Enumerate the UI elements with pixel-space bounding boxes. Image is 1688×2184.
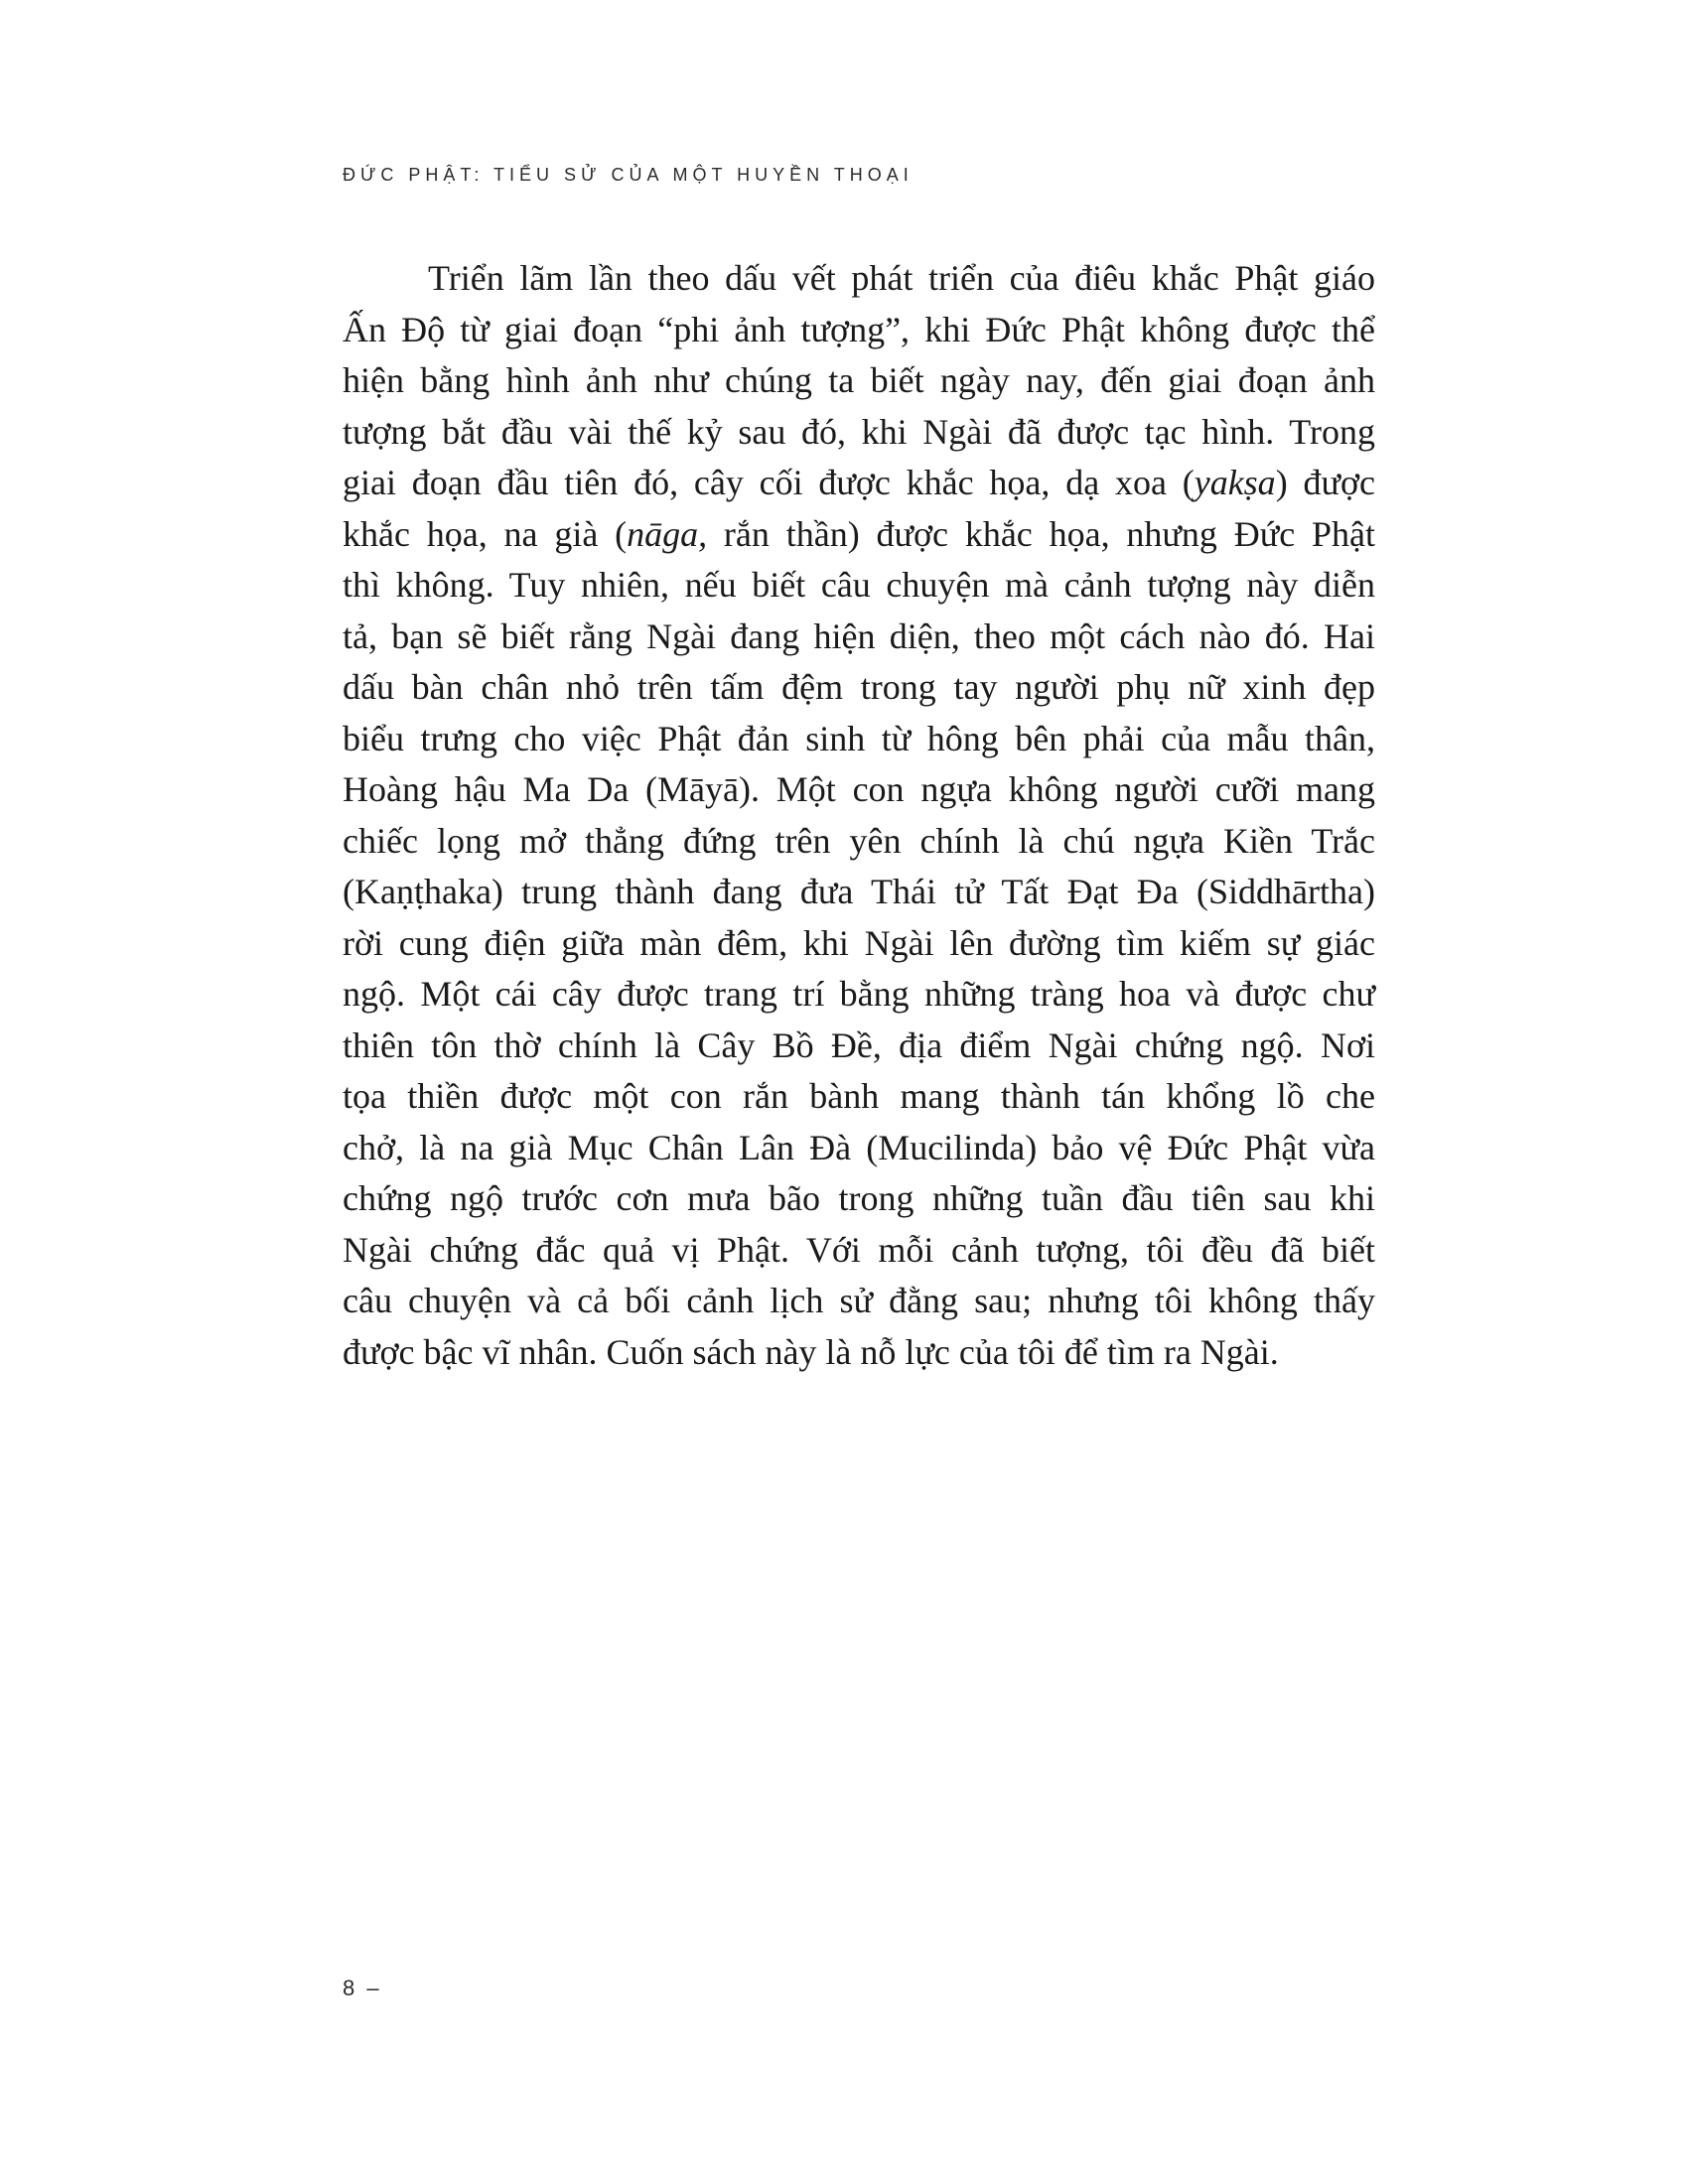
running-header: ĐỨC PHẬT: TIỂU SỬ CỦA MỘT HUYỀN THOẠI — [343, 165, 914, 185]
paragraph-line: chiếc lọng mở thẳng đứng trên yên chính là chú ngựa Kiền Trắc — [343, 820, 1375, 861]
paragraph-line: tọa thiền được một con rắn bành mang thành tán khổng lồ che — [343, 1076, 1375, 1116]
paragraph-line: chở, là na già Mục Chân Lân Đà (Mucilinda) bảo vệ Đức Phật vừa — [343, 1127, 1375, 1167]
paragraph-line: Hoàng hậu Ma Da (Māyā). Một con ngựa không người cưỡi mang — [343, 769, 1375, 809]
body-paragraph — [343, 253, 1375, 1378]
paragraph-line: Ngài chứng đắc quả vị Phật. Với mỗi cảnh tượng, tôi đều đã biết — [343, 1229, 1375, 1270]
paragraph-line — [343, 458, 1375, 509]
paragraph-line: được bậc vĩ nhân. Cuốn sách này là nỗ lực của tôi để tìm ra Ngài. — [343, 1331, 1279, 1372]
page-number: 8 – — [343, 1976, 382, 2000]
paragraph-line — [343, 509, 1375, 561]
paragraph-line: Ấn Độ từ giai đoạn “phi ảnh tượng”, khi Đức Phật không được thể — [343, 309, 1375, 349]
paragraph-line: hiện bằng hình ảnh như chúng ta biết ngày nay, đến giai đoạn ảnh — [343, 360, 1375, 400]
line-text: khắc họa, na già ( — [343, 513, 628, 554]
line-text: ) được — [1275, 463, 1375, 502]
paragraph-line: tượng bắt đầu vài thế kỷ sau đó, khi Ngài đã được tạc hình. Trong — [343, 411, 1375, 452]
paragraph-line: câu chuyện và cả bối cảnh lịch sử đằng sau; nhưng tôi không thấy — [343, 1281, 1375, 1320]
paragraph-line: (Kaṇṭhaka) trung thành đang đưa Thái tử Tất Đạt Đa (Siddhārtha) — [343, 872, 1375, 911]
paragraph-line: chứng ngộ trước cơn mưa bão trong những tuần đầu tiên sau khi — [343, 1178, 1375, 1218]
paragraph-line: thiên tôn thờ chính là Cây Bồ Đề, địa điểm Ngài chứng ngộ. Nơi — [343, 1024, 1375, 1065]
paragraph-line: thì không. Tuy nhiên, nếu biết câu chuyện mà cảnh tượng này diễn — [343, 565, 1375, 605]
italic-term-naga: nāga, — [627, 513, 708, 554]
paragraph-line: dấu bàn chân nhỏ trên tấm đệm trong tay người phụ nữ xinh đẹp — [343, 667, 1375, 707]
line-text: rắn thần) được khắc họa, nhưng Đức Phật — [707, 513, 1375, 554]
italic-term-yaksa: yakṣa — [1194, 463, 1276, 502]
paragraph-line: Triển lãm lần theo dấu vết phát triển của điêu khắc Phật giáo — [428, 258, 1375, 298]
paragraph-line: biểu trưng cho việc Phật đản sinh từ hông bên phải của mẫu thân, — [343, 718, 1375, 758]
paragraph-line: tả, bạn sẽ biết rằng Ngài đang hiện diện, theo một cách nào đó. Hai — [343, 615, 1375, 656]
paragraph-line: ngộ. Một cái cây được trang trí bằng những tràng hoa và được chư — [343, 974, 1375, 1014]
paragraph-line: rời cung điện giữa màn đêm, khi Ngài lên đường tìm kiếm sự giác — [343, 922, 1375, 963]
line-text: giai đoạn đầu tiên đó, cây cối được khắc họa, dạ xoa ( — [343, 463, 1195, 502]
